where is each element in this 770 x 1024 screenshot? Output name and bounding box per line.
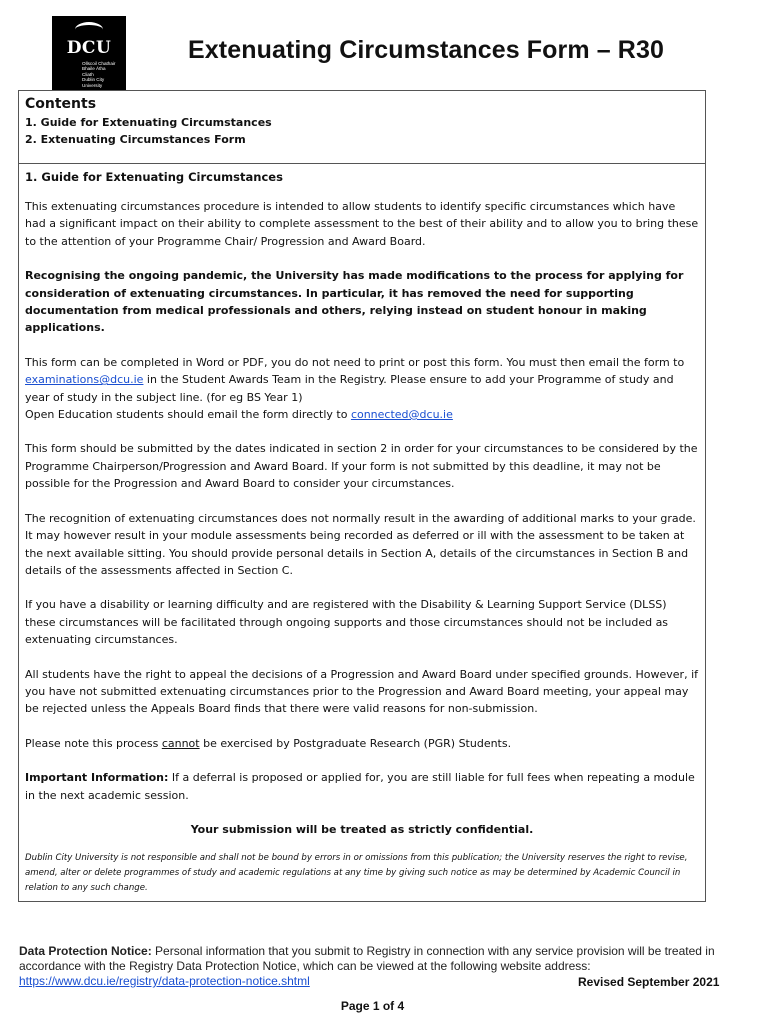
contents-section — [19, 91, 705, 164]
logo-mark: DCU — [66, 38, 112, 58]
revised-date: Revised September 2021 — [578, 975, 720, 989]
deadline-paragraph: This form should be submitted by the dates indicated in section 2 in order for your circumstances to be considered by the Programme Chairperson/Progression and Award Board. If your form is not submitted by this deadline, it may not be possible for the Progression and Award Board to consider your circumstances. — [25, 442, 698, 491]
guide-heading: 1. Guide for Extenuating Circumstances — [25, 170, 283, 184]
data-protection-notice: Data Protection Notice: Personal information that you submit to Registry in connection with any service provision will be treated in accordance with the Registry Data Protection Notice, which can be viewed at the following website address: https://www.dcu.ie/registry/data-protection-notice.shtml — [19, 944, 715, 988]
data-protection-link[interactable]: https://www.dcu.ie/registry/data-protection-notice.shtml — [19, 974, 310, 988]
examinations-email-link[interactable]: examinations@dcu.ie — [25, 373, 144, 387]
disclaimer: Dublin City University is not responsible and shall not be bound by errors in or omissions from this publication; the University reserves the right to revise, amend, alter or delete programmes of study and academic regulations at any time by giving such notice as may be determined by Academic Council in relation to any such change. — [25, 853, 688, 893]
appeal-paragraph: All students have the right to appeal the decisions of a Progression and Award Board under specified grounds. However, if you have not submitted extenuating circumstances prior to the Progression and Award Board meeting, your appeal may be rejected unless the Appeals Board finds that there were valid reasons for non-submission. — [25, 667, 698, 716]
content-box — [18, 90, 706, 902]
crest-icon — [75, 22, 103, 37]
guide-intro: This extenuating circumstances procedure is intended to allow students to identify specific circumstances which have had a significant impact on their ability to complete assessment to the best of their ability and to allow you to bring these to the attention of your Programme Chair/ Progression and Award Board. — [25, 200, 699, 248]
pandemic-notice: Recognising the ongoing pandemic, the University has made modifications to the process for applying for consideration of extenuating circumstances. In particular, it has removed the need for supporting documentation from medical professionals and others, relying instead on student honour in making applications. — [25, 269, 684, 335]
submission-instructions: This form can be completed in Word or PDF, you do not need to print or post this form. You must then email the form to examinations@dcu.ie in the Student Awards Team in the Registry. Please ensure to add your Programme of study and year of study in the subject line. (for eg BS Year 1) Open Education students should email the form directly to connected@dcu.ie — [25, 355, 685, 422]
page-number: Page 1 of 4 — [340, 999, 405, 1013]
connected-email-link[interactable]: connected@dcu.ie — [350, 408, 453, 422]
page-title: Extenuating Circumstances Form – R30 — [188, 36, 664, 64]
logo-subtitle: Ollscoil Chathair Bhaile Átha Cliath Dublin City University — [82, 61, 116, 88]
important-information: Important Information: If a deferral is proposed or applied for, you are still liable for full fees when repeating a module in the next academic session. — [25, 771, 695, 802]
contents-heading: Contents — [25, 96, 97, 112]
confidential-notice: Your submission will be treated as strictly confidential. — [190, 822, 534, 836]
dcu-logo — [52, 16, 126, 90]
contents-item: 2. Extenuating Circumstances Form — [25, 133, 246, 146]
recognition-paragraph: The recognition of extenuating circumstances does not normally result in the awarding of additional marks to your grade. It may however result in your module assessments being recorded as deferred or ill with the assessment to be taken at the next available sitting. You should provide personal details in Section A, details of the circumstances in Section B and details of the assessments affected in Section C. — [25, 511, 696, 577]
disability-paragraph: If you have a disability or learning difficulty and are registered with the Disability & Learning Support Service (DLSS) these circumstances will be facilitated through ongoing supports and those circumstances should not be included as extenuating circumstances. — [25, 598, 669, 647]
pgr-paragraph: Please note this process cannot be exercised by Postgraduate Research (PGR) Students. — [25, 736, 512, 750]
contents-item: 1. Guide for Extenuating Circumstances — [25, 116, 272, 129]
guide-section — [19, 164, 705, 895]
